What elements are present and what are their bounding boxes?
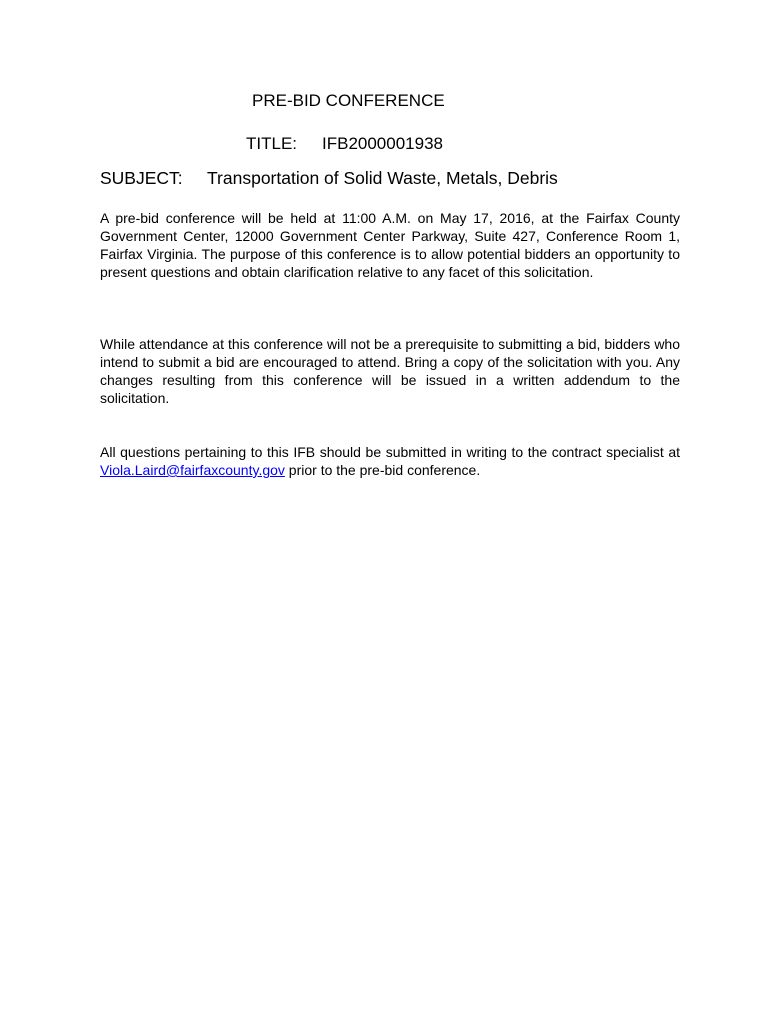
subject-value: Transportation of Solid Waste, Metals, Debris	[207, 168, 558, 188]
page-heading: PRE-BID CONFERENCE	[252, 91, 445, 110]
questions-text-before: All questions pertaining to this IFB should be submitted in writing to the contract specialist at	[100, 444, 680, 460]
subject-label: SUBJECT:	[100, 168, 183, 188]
contact-email-link[interactable]: Viola.Laird@fairfaxcounty.gov	[100, 462, 285, 478]
conference-details-paragraph: A pre-bid conference will be held at 11:00 A.M. on May 17, 2016, at the Fairfax County Government Center, 12000 Government Center Parkway, Suite 427, Conference Room 1, Fairfax Virginia. The purpose of this conference is to allow potential bidders an opportunity to present questions and obtain clarification relative to any facet of this solicitation.	[100, 210, 680, 280]
title-label: TITLE:	[246, 134, 298, 153]
questions-paragraph	[100, 443, 680, 479]
title-value: IFB2000001938	[322, 134, 443, 153]
questions-text-after: prior to the pre-bid conference.	[284, 462, 481, 478]
attendance-paragraph: While attendance at this conference will not be a prerequisite to submitting a bid, bidders who intend to submit a bid are encouraged to attend. Bring a copy of the solicitation with you. Any changes resulting from this conference will be issued in a written addendum to the solicitation.	[100, 336, 680, 406]
